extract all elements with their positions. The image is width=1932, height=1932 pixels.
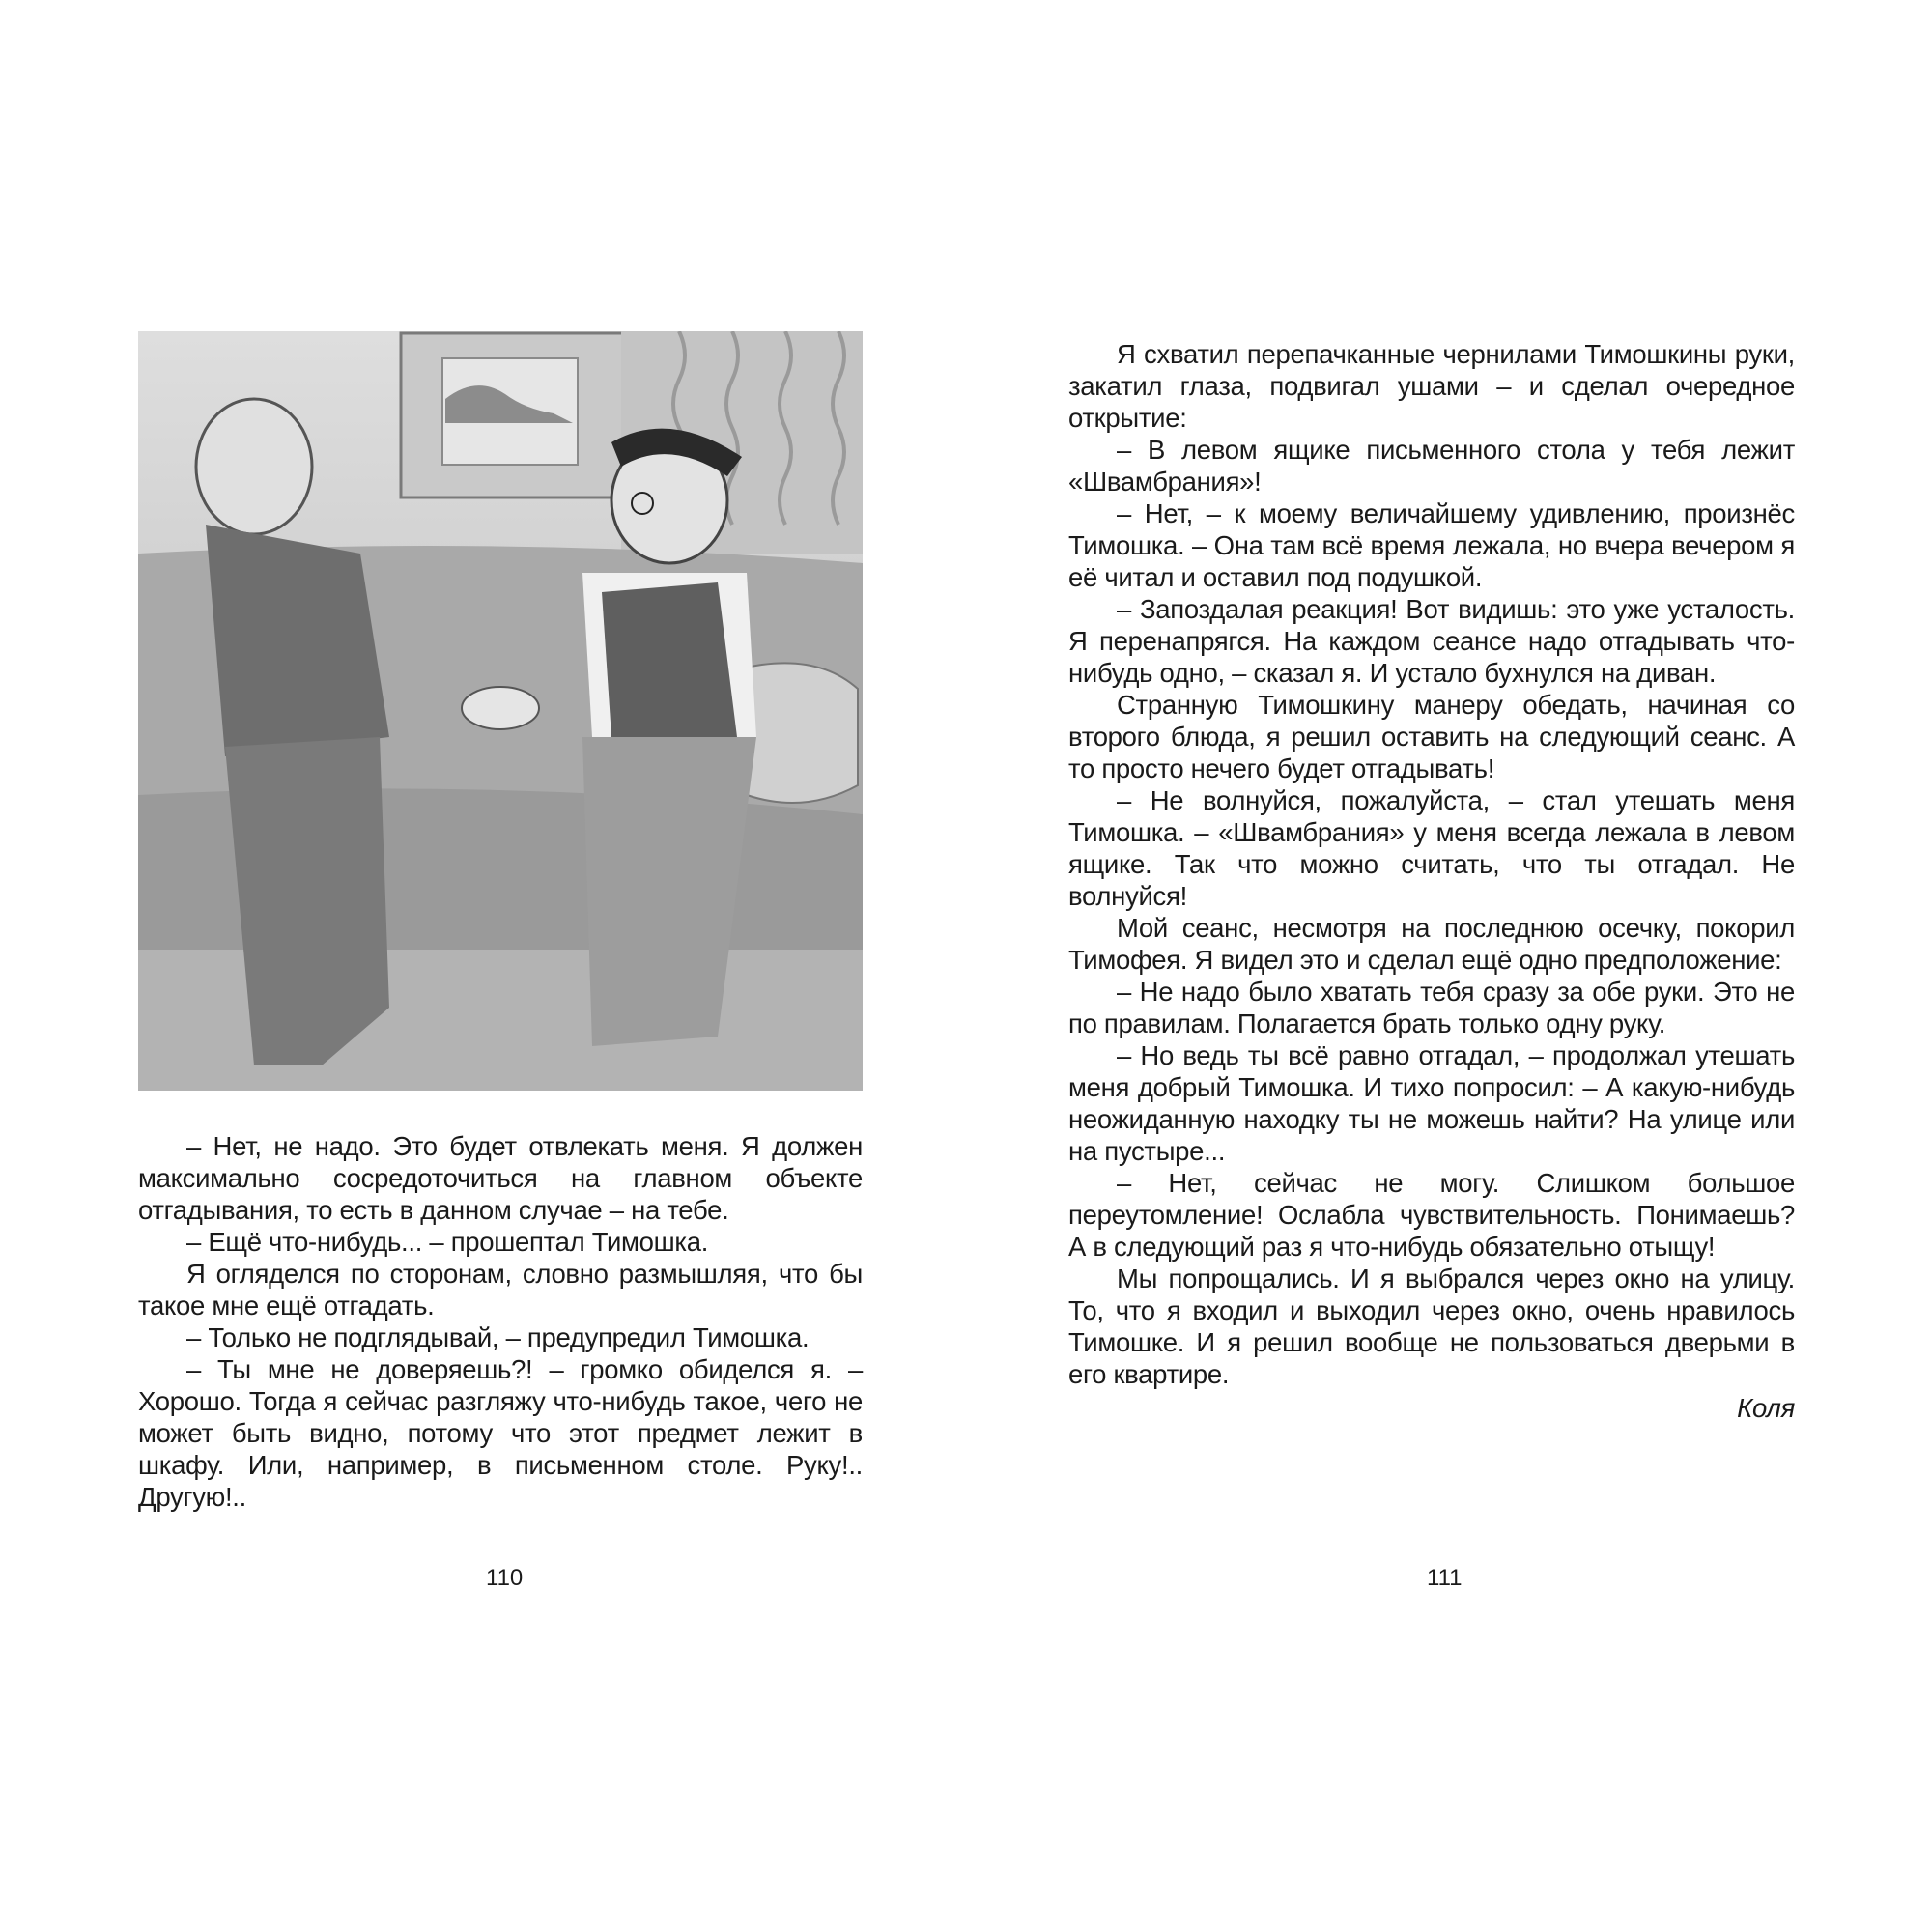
page-number: 111 bbox=[1427, 1565, 1463, 1591]
paragraph: – Ты мне не доверяешь?! – громко обиделся я. – Хорошо. Тогда я сейчас разгляжу что-нибудь такое, чего не может быть видно, потому что этот предмет лежит в шкафу. Или, например, в письменном столе. Руку!.. Другую!.. bbox=[138, 1354, 863, 1512]
paragraph: – Ещё что-нибудь... – прошептал Тимошка. bbox=[186, 1227, 709, 1257]
paragraph: – Нет, сейчас не могу. Слишком большое переутомление! Ослабла чувствительность. Понимаешь? А в следующий раз я что-нибудь обязательно отыщу! bbox=[1068, 1168, 1795, 1262]
paragraph: Мы попрощались. И я выбрался через окно на улицу. То, что я входил и выходил через окно, очень нравилось Тимошке. И я решил вообще не пользоваться дверьми в его квартире. bbox=[1068, 1264, 1795, 1389]
paragraph: Мой сеанс, несмотря на последнюю осечку, покорил Тимофея. Я видел это и сделал ещё одно предположение: bbox=[1068, 913, 1795, 975]
page-number: 110 bbox=[486, 1565, 524, 1591]
signature: Коля bbox=[1737, 1393, 1795, 1423]
paragraph: – В левом ящике письменного стола у тебя лежит «Швамбрания»! bbox=[1068, 435, 1795, 497]
paragraph: – Но ведь ты всё равно отгадал, – продолжал утешать меня добрый Тимошка. И тихо попросил: – А какую-нибудь неожиданную находку ты не можешь найти? На улице или на пустыре... bbox=[1068, 1040, 1795, 1166]
paragraph: – Запоздалая реакция! Вот видишь: это уже усталость. Я перенапрягся. На каждом сеансе надо отгадывать что-нибудь одно, – сказал я. И устало бухнулся на диван. bbox=[1068, 594, 1795, 688]
right-page bbox=[966, 0, 1932, 1932]
paragraph: Странную Тимошкину манеру обедать, начиная со второго блюда, я решил оставить на следующий сеанс. А то просто нечего будет отгадывать! bbox=[1068, 690, 1795, 783]
right-page-text bbox=[1068, 338, 1795, 1424]
paragraph: – Не волнуйся, пожалуйста, – стал утешать меня Тимошка. – «Швамбрания» у меня всегда лежала в левом ящике. Так что можно считать, что ты отгадал. Не волнуйся! bbox=[1068, 785, 1795, 911]
paragraph: Я огляделся по сторонам, словно размышляя, что бы такое мне ещё отгадать. bbox=[138, 1259, 863, 1321]
paragraph: – Нет, – к моему величайшему удивлению, произнёс Тимошка. – Она там всё время лежала, но вчера вечером я её читал и оставил под подушкой. bbox=[1068, 498, 1795, 592]
paragraph: Я схватил перепачканные чернилами Тимошкины руки, закатил глаза, подвигал ушами – и сделал очередное открытие: bbox=[1068, 339, 1795, 433]
paragraph: – Только не подглядывай, – предупредил Тимошка. bbox=[186, 1322, 810, 1352]
paragraph: – Нет, не надо. Это будет отвлекать меня. Я должен максимально сосредоточиться на главном объекте отгадывания, то есть в данном случае – на тебе. bbox=[138, 1131, 863, 1225]
illustration-drawing bbox=[138, 331, 863, 1091]
illustration-image bbox=[138, 331, 863, 1091]
left-page-text bbox=[138, 1130, 863, 1513]
paragraph: – Не надо было хватать тебя сразу за обе руки. Это не по правилам. Полагается брать только одну руку. bbox=[1068, 977, 1795, 1038]
